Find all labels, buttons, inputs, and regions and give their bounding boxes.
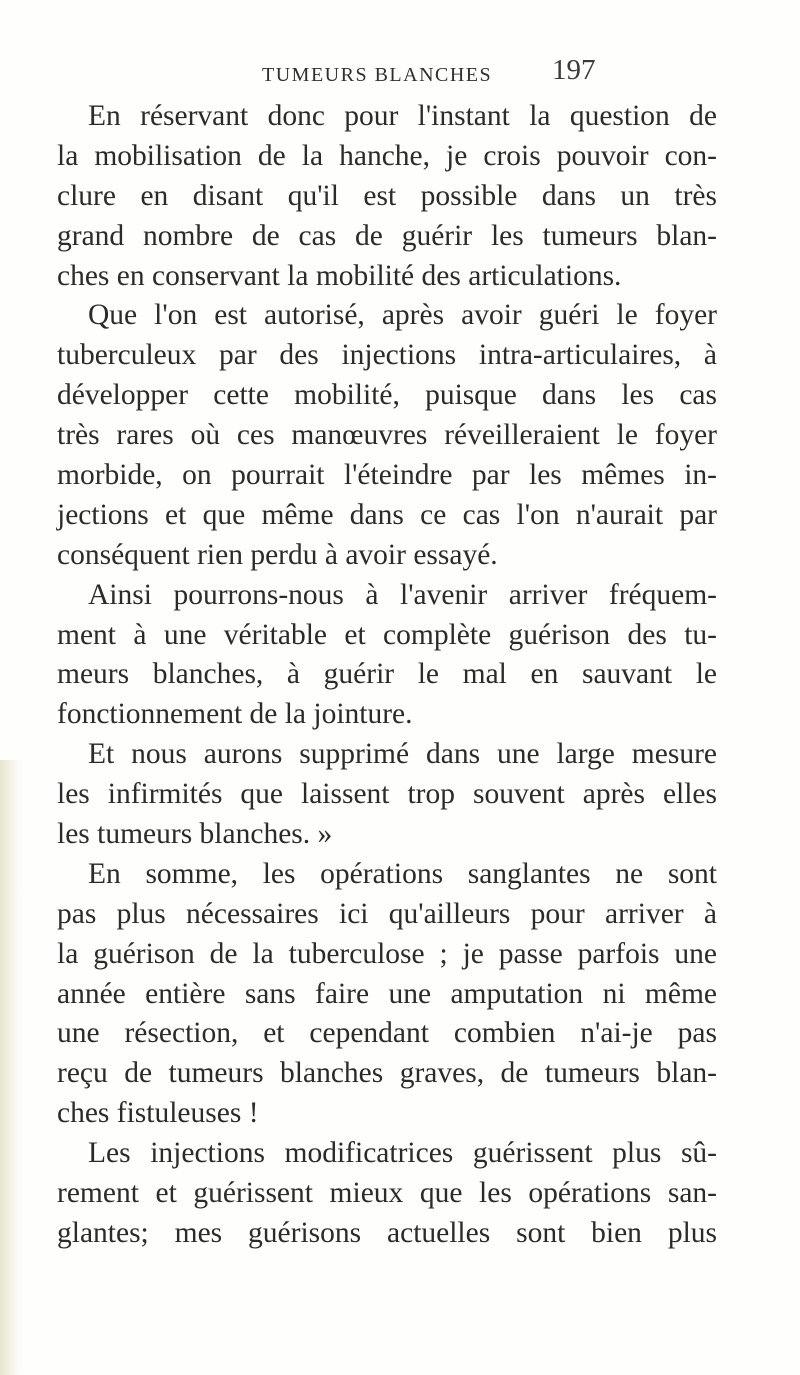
text-line: rement et guérissent mieux que les opérations san- bbox=[57, 1177, 717, 1210]
text-line: clure en disant qu'il est possible dans un très bbox=[57, 179, 717, 212]
page-number: 197 bbox=[552, 54, 596, 86]
text-line: En réservant donc pour l'instant la question de bbox=[88, 100, 717, 132]
text-line: meurs blanches, à guérir le mal en sauvant le bbox=[57, 658, 717, 691]
text-line: Que l'on est autorisé, après avoir guéri le foyer bbox=[88, 299, 717, 332]
text-line: glantes; mes guérisons actuelles sont bien plus bbox=[57, 1216, 717, 1249]
text-line: En somme, les opérations sanglantes ne sont bbox=[88, 857, 717, 890]
text-line: pas plus nécessaires ici qu'ailleurs pour arriver à bbox=[57, 897, 717, 930]
running-title: TUMEURS BLANCHES bbox=[262, 64, 493, 86]
text-line: ches fistuleuses ! bbox=[57, 1097, 259, 1130]
text-line: une résection, et cependant combien n'ai-je pas bbox=[57, 1017, 717, 1050]
text-line: Ainsi pourrons-nous à l'avenir arriver fréquem- bbox=[88, 578, 717, 611]
text-line: année entière sans faire une amputation ni même bbox=[57, 977, 717, 1010]
text-line: la guérison de la tuberculose ; je passe parfois une bbox=[57, 937, 717, 970]
text-line: Les injections modificatrices guérissent plus sû- bbox=[88, 1137, 717, 1170]
text-line: ment à une véritable et complète guérison des tu- bbox=[57, 618, 717, 651]
page-edge-shadow bbox=[0, 760, 26, 1375]
text-line: tuberculeux par des injections intra-articulaires, à bbox=[57, 339, 717, 372]
text-line: les infirmités que laissent trop souvent après elles bbox=[57, 778, 717, 811]
text-line: très rares où ces manœuvres réveilleraient le foyer bbox=[57, 419, 717, 452]
text-line: ches en conservant la mobilité des articulations. bbox=[57, 259, 622, 292]
text-line: reçu de tumeurs blanches graves, de tumeurs blan- bbox=[57, 1057, 717, 1090]
text-line: Et nous aurons supprimé dans une large mesure bbox=[88, 738, 717, 771]
text-line: morbide, on pourrait l'éteindre par les mêmes in- bbox=[57, 459, 717, 492]
text-line: jections et que même dans ce cas l'on n'aurait par bbox=[57, 498, 717, 531]
text-line: conséquent rien perdu à avoir essayé. bbox=[57, 538, 498, 571]
text-line: les tumeurs blanches. » bbox=[57, 818, 333, 851]
text-line: la mobilisation de la hanche, je crois pouvoir con- bbox=[57, 139, 717, 172]
text-line: grand nombre de cas de guérir les tumeurs blan- bbox=[57, 219, 717, 252]
body-text bbox=[57, 97, 717, 1254]
running-header bbox=[0, 54, 800, 94]
text-line: fonctionnement de la jointure. bbox=[57, 698, 413, 731]
text-line: développer cette mobilité, puisque dans les cas bbox=[57, 379, 717, 412]
